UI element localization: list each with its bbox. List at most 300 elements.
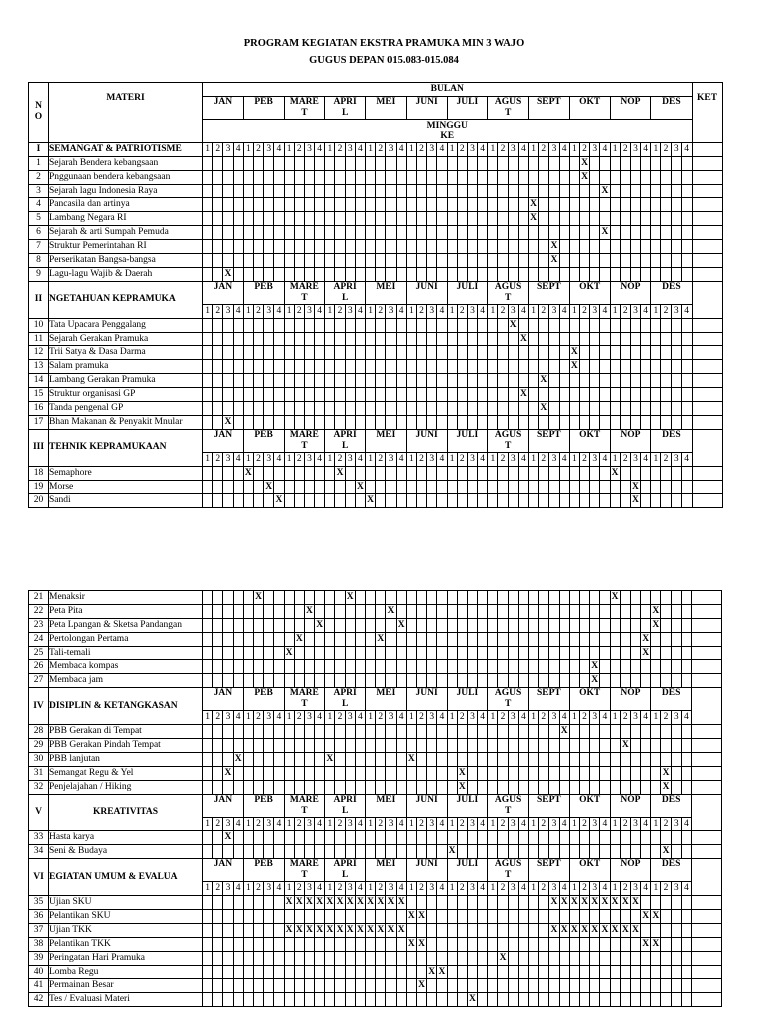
schedule-cell <box>447 494 457 508</box>
schedule-cell <box>457 374 467 388</box>
schedule-cell <box>467 466 477 480</box>
schedule-cell <box>529 618 539 632</box>
schedule-cell <box>203 494 213 508</box>
schedule-cell <box>641 466 651 480</box>
schedule-cell <box>620 993 630 1007</box>
schedule-cell <box>549 267 559 281</box>
schedule-cell <box>610 360 620 374</box>
ket-cell <box>692 766 722 780</box>
schedule-cell <box>427 332 437 346</box>
schedule-cell <box>203 240 213 254</box>
schedule-mark: X <box>590 896 600 910</box>
materi-name: Seni & Budaya <box>49 845 203 859</box>
week-number: 1 <box>366 304 376 318</box>
schedule-cell <box>630 780 640 794</box>
table-row <box>29 388 723 402</box>
week-number: 3 <box>630 142 640 156</box>
schedule-cell <box>518 845 528 859</box>
schedule-cell <box>579 632 589 646</box>
schedule-cell <box>213 466 223 480</box>
week-number: 1 <box>325 142 335 156</box>
section-title: TEHNIK KEPRAMUKAAN <box>49 429 203 466</box>
schedule-cell <box>488 156 498 170</box>
schedule-cell <box>467 156 477 170</box>
week-number: 2 <box>376 142 386 156</box>
schedule-mark: X <box>559 923 569 937</box>
schedule-cell <box>335 646 345 660</box>
schedule-cell <box>427 494 437 508</box>
schedule-cell <box>203 739 213 753</box>
schedule-cell <box>488 318 498 332</box>
schedule-cell <box>508 993 518 1007</box>
schedule-cell <box>590 910 600 924</box>
week-number: 4 <box>518 882 528 896</box>
schedule-cell <box>294 267 304 281</box>
schedule-cell <box>508 240 518 254</box>
schedule-cell <box>620 415 630 429</box>
schedule-cell <box>223 466 233 480</box>
schedule-cell <box>386 402 396 416</box>
schedule-cell <box>478 212 488 226</box>
schedule-cell <box>478 831 488 845</box>
schedule-cell <box>355 632 365 646</box>
schedule-cell <box>203 346 213 360</box>
materi-name: Peta Lpangan & Sketsa Pandangan <box>49 618 203 632</box>
schedule-cell <box>529 725 539 739</box>
schedule-cell <box>579 831 589 845</box>
schedule-cell <box>203 226 213 240</box>
schedule-cell <box>478 591 488 605</box>
schedule-cell <box>579 466 589 480</box>
schedule-cell <box>661 240 671 254</box>
schedule-cell <box>630 632 640 646</box>
ket-cell <box>692 725 722 739</box>
schedule-cell <box>427 646 437 660</box>
schedule-cell <box>569 156 579 170</box>
schedule-cell <box>253 910 263 924</box>
schedule-cell <box>569 618 579 632</box>
week-number: 4 <box>396 882 406 896</box>
schedule-cell <box>559 831 569 845</box>
schedule-cell <box>345 674 355 688</box>
schedule-cell <box>681 388 692 402</box>
schedule-cell <box>335 494 345 508</box>
week-number: 1 <box>651 452 661 466</box>
week-number: 2 <box>416 304 426 318</box>
schedule-cell <box>345 480 355 494</box>
schedule-cell <box>508 831 518 845</box>
schedule-cell <box>641 318 651 332</box>
schedule-cell <box>457 632 467 646</box>
schedule-cell <box>549 318 559 332</box>
schedule-cell <box>304 951 314 965</box>
schedule-cell <box>457 604 467 618</box>
row-number: 13 <box>29 360 49 374</box>
schedule-cell <box>539 360 549 374</box>
schedule-cell <box>213 646 223 660</box>
schedule-cell <box>467 388 477 402</box>
week-number: 1 <box>447 711 457 725</box>
schedule-cell <box>467 198 477 212</box>
week-number: 1 <box>243 142 253 156</box>
schedule-cell <box>355 937 365 951</box>
schedule-cell <box>233 212 243 226</box>
schedule-cell <box>630 184 640 198</box>
schedule-cell <box>203 212 213 226</box>
schedule-cell <box>223 951 233 965</box>
schedule-cell <box>579 937 589 951</box>
schedule-cell <box>467 780 477 794</box>
schedule-mark: X <box>630 494 640 508</box>
schedule-cell <box>630 591 640 605</box>
schedule-cell <box>559 780 569 794</box>
schedule-cell <box>559 332 569 346</box>
minggu-header: MINGGU KE <box>203 119 693 142</box>
schedule-cell <box>233 170 243 184</box>
schedule-cell <box>437 923 447 937</box>
week-number: 3 <box>590 304 600 318</box>
schedule-cell <box>427 360 437 374</box>
schedule-cell <box>284 254 294 268</box>
schedule-cell <box>681 198 692 212</box>
schedule-cell <box>447 937 457 951</box>
schedule-cell <box>284 979 294 993</box>
schedule-mark: X <box>233 752 243 766</box>
schedule-cell <box>630 254 640 268</box>
schedule-cell <box>315 254 325 268</box>
materi-name: Struktur Pemerintahan RI <box>49 240 203 254</box>
schedule-cell <box>467 480 477 494</box>
schedule-cell <box>549 360 559 374</box>
schedule-cell <box>539 965 549 979</box>
schedule-cell <box>274 951 284 965</box>
schedule-cell <box>651 845 661 859</box>
row-number: 22 <box>29 604 49 618</box>
schedule-cell <box>447 267 457 281</box>
schedule-cell <box>559 937 569 951</box>
schedule-cell <box>569 979 579 993</box>
schedule-cell <box>539 226 549 240</box>
section-number: VI <box>29 859 49 896</box>
schedule-cell <box>416 170 426 184</box>
schedule-cell <box>518 604 528 618</box>
schedule-cell <box>253 979 263 993</box>
schedule-mark: X <box>386 604 396 618</box>
schedule-cell <box>529 845 539 859</box>
schedule-cell <box>253 254 263 268</box>
schedule-cell <box>437 951 447 965</box>
schedule-cell <box>386 591 396 605</box>
schedule-cell <box>253 965 263 979</box>
schedule-cell <box>447 466 457 480</box>
schedule-cell <box>203 267 213 281</box>
schedule-cell <box>376 198 386 212</box>
schedule-cell <box>610 632 620 646</box>
schedule-cell <box>488 752 498 766</box>
schedule-cell <box>223 845 233 859</box>
week-number: 3 <box>304 304 314 318</box>
schedule-cell <box>355 360 365 374</box>
schedule-cell <box>447 965 457 979</box>
schedule-cell <box>488 896 498 910</box>
week-number: 2 <box>335 304 345 318</box>
week-number: 3 <box>630 882 640 896</box>
materi-name: PBB Gerakan di Tempat <box>49 725 203 739</box>
schedule-cell <box>325 965 335 979</box>
schedule-cell <box>539 198 549 212</box>
row-number: 18 <box>29 466 49 480</box>
schedule-cell <box>549 845 559 859</box>
schedule-cell <box>223 480 233 494</box>
schedule-cell <box>376 212 386 226</box>
schedule-cell <box>630 415 640 429</box>
week-number: 1 <box>651 711 661 725</box>
schedule-cell <box>253 674 263 688</box>
schedule-cell <box>539 831 549 845</box>
schedule-cell <box>467 752 477 766</box>
week-number: 1 <box>529 882 539 896</box>
schedule-cell <box>620 198 630 212</box>
schedule-cell <box>406 332 416 346</box>
schedule-cell <box>681 466 692 480</box>
schedule-cell <box>253 374 263 388</box>
schedule-cell <box>264 170 274 184</box>
schedule-cell <box>457 332 467 346</box>
week-number: 2 <box>457 711 467 725</box>
schedule-cell <box>233 951 243 965</box>
schedule-cell <box>366 937 376 951</box>
schedule-cell <box>294 910 304 924</box>
schedule-cell <box>488 923 498 937</box>
schedule-cell <box>274 184 284 198</box>
week-number: 4 <box>600 711 610 725</box>
schedule-cell <box>223 660 233 674</box>
schedule-cell <box>641 993 651 1007</box>
schedule-cell <box>223 226 233 240</box>
month-header: APRI L <box>325 859 366 882</box>
schedule-cell <box>539 170 549 184</box>
schedule-mark: X <box>467 993 477 1007</box>
week-number: 3 <box>264 711 274 725</box>
schedule-cell <box>661 226 671 240</box>
month-header: MARE T <box>284 96 325 119</box>
schedule-cell <box>264 831 274 845</box>
schedule-cell <box>233 632 243 646</box>
schedule-cell <box>590 604 600 618</box>
schedule-cell <box>284 993 294 1007</box>
materi-name: Permainan Besar <box>49 979 203 993</box>
schedule-cell <box>508 780 518 794</box>
schedule-cell <box>651 660 661 674</box>
section-header <box>29 281 723 304</box>
schedule-cell <box>203 374 213 388</box>
schedule-cell <box>253 198 263 212</box>
materi-name: Ujian TKK <box>49 923 203 937</box>
schedule-cell <box>610 831 620 845</box>
schedule-cell <box>294 226 304 240</box>
no-header: N O <box>29 83 49 143</box>
schedule-cell <box>243 660 253 674</box>
schedule-cell <box>610 494 620 508</box>
schedule-grid <box>28 82 723 508</box>
schedule-cell <box>284 156 294 170</box>
month-header: SEPT <box>529 859 570 882</box>
week-number: 4 <box>355 142 365 156</box>
week-number: 2 <box>457 142 467 156</box>
week-number: 1 <box>406 452 416 466</box>
schedule-cell <box>641 415 651 429</box>
schedule-mark: X <box>600 226 610 240</box>
schedule-cell <box>213 402 223 416</box>
schedule-cell <box>518 212 528 226</box>
schedule-cell <box>284 965 294 979</box>
schedule-cell <box>304 646 314 660</box>
schedule-cell <box>447 318 457 332</box>
schedule-cell <box>416 725 426 739</box>
month-header: PEB <box>243 96 284 119</box>
schedule-cell <box>508 951 518 965</box>
schedule-cell <box>549 402 559 416</box>
week-number: 1 <box>325 711 335 725</box>
schedule-cell <box>335 212 345 226</box>
week-number: 3 <box>386 711 396 725</box>
schedule-cell <box>467 591 477 605</box>
schedule-cell <box>223 494 233 508</box>
schedule-cell <box>345 725 355 739</box>
schedule-cell <box>681 752 691 766</box>
ket-cell <box>692 910 722 924</box>
schedule-cell <box>203 415 213 429</box>
schedule-cell <box>437 402 447 416</box>
schedule-cell <box>630 845 640 859</box>
schedule-cell <box>427 674 437 688</box>
schedule-cell <box>620 979 630 993</box>
schedule-cell <box>366 360 376 374</box>
month-header: AGUS T <box>488 794 529 817</box>
schedule-cell <box>529 604 539 618</box>
schedule-cell <box>376 318 386 332</box>
schedule-cell <box>651 674 661 688</box>
schedule-cell <box>569 240 579 254</box>
schedule-cell <box>203 725 213 739</box>
schedule-cell <box>569 674 579 688</box>
schedule-cell <box>641 480 651 494</box>
schedule-cell <box>284 226 294 240</box>
schedule-cell <box>508 604 518 618</box>
schedule-cell <box>325 198 335 212</box>
month-header: AGUS T <box>488 96 529 119</box>
schedule-cell <box>498 752 508 766</box>
week-number: 3 <box>264 304 274 318</box>
schedule-cell <box>630 402 640 416</box>
schedule-cell <box>213 226 223 240</box>
schedule-cell <box>498 480 508 494</box>
schedule-cell <box>559 254 569 268</box>
schedule-cell <box>406 346 416 360</box>
schedule-cell <box>651 415 661 429</box>
schedule-mark: X <box>651 618 661 632</box>
schedule-cell <box>386 374 396 388</box>
schedule-cell <box>661 923 671 937</box>
schedule-cell <box>325 494 335 508</box>
schedule-cell <box>671 267 681 281</box>
schedule-cell <box>529 240 539 254</box>
schedule-cell <box>457 739 467 753</box>
schedule-cell <box>427 618 437 632</box>
schedule-cell <box>539 674 549 688</box>
week-number: 4 <box>681 711 691 725</box>
schedule-cell <box>325 845 335 859</box>
table-row <box>29 374 723 388</box>
schedule-cell <box>366 993 376 1007</box>
schedule-cell <box>600 739 610 753</box>
schedule-cell <box>529 632 539 646</box>
schedule-cell <box>355 226 365 240</box>
row-number: 12 <box>29 346 49 360</box>
schedule-cell <box>579 965 589 979</box>
schedule-cell <box>315 752 325 766</box>
schedule-cell <box>681 415 692 429</box>
schedule-cell <box>315 212 325 226</box>
schedule-cell <box>498 494 508 508</box>
schedule-cell <box>539 267 549 281</box>
schedule-cell <box>661 318 671 332</box>
schedule-mark: X <box>569 896 579 910</box>
schedule-cell <box>427 466 437 480</box>
schedule-mark: X <box>223 415 233 429</box>
schedule-cell <box>366 170 376 184</box>
schedule-cell <box>518 346 528 360</box>
schedule-cell <box>518 415 528 429</box>
schedule-cell <box>488 618 498 632</box>
week-number: 4 <box>641 304 651 318</box>
schedule-cell <box>508 402 518 416</box>
schedule-cell <box>315 332 325 346</box>
schedule-cell <box>366 780 376 794</box>
schedule-cell <box>203 910 213 924</box>
week-number: 2 <box>376 711 386 725</box>
schedule-cell <box>610 604 620 618</box>
schedule-cell <box>315 937 325 951</box>
week-number: 1 <box>406 711 416 725</box>
schedule-cell <box>243 402 253 416</box>
schedule-cell <box>416 632 426 646</box>
schedule-cell <box>478 198 488 212</box>
schedule-cell <box>508 170 518 184</box>
week-number: 1 <box>569 142 579 156</box>
week-number: 4 <box>355 817 365 831</box>
schedule-cell <box>498 318 508 332</box>
schedule-cell <box>437 332 447 346</box>
schedule-cell <box>406 156 416 170</box>
schedule-cell <box>213 979 223 993</box>
materi-name: Penjelajahan / Hiking <box>49 780 203 794</box>
schedule-cell <box>427 951 437 965</box>
schedule-cell <box>274 965 284 979</box>
schedule-cell <box>406 979 416 993</box>
schedule-mark: X <box>610 896 620 910</box>
schedule-cell <box>518 780 528 794</box>
schedule-cell <box>376 480 386 494</box>
schedule-cell <box>355 618 365 632</box>
week-number: 4 <box>233 304 243 318</box>
month-header: NOP <box>610 429 651 452</box>
schedule-cell <box>478 267 488 281</box>
schedule-cell <box>243 965 253 979</box>
row-number: 9 <box>29 267 49 281</box>
week-number: 4 <box>641 882 651 896</box>
schedule-cell <box>294 937 304 951</box>
